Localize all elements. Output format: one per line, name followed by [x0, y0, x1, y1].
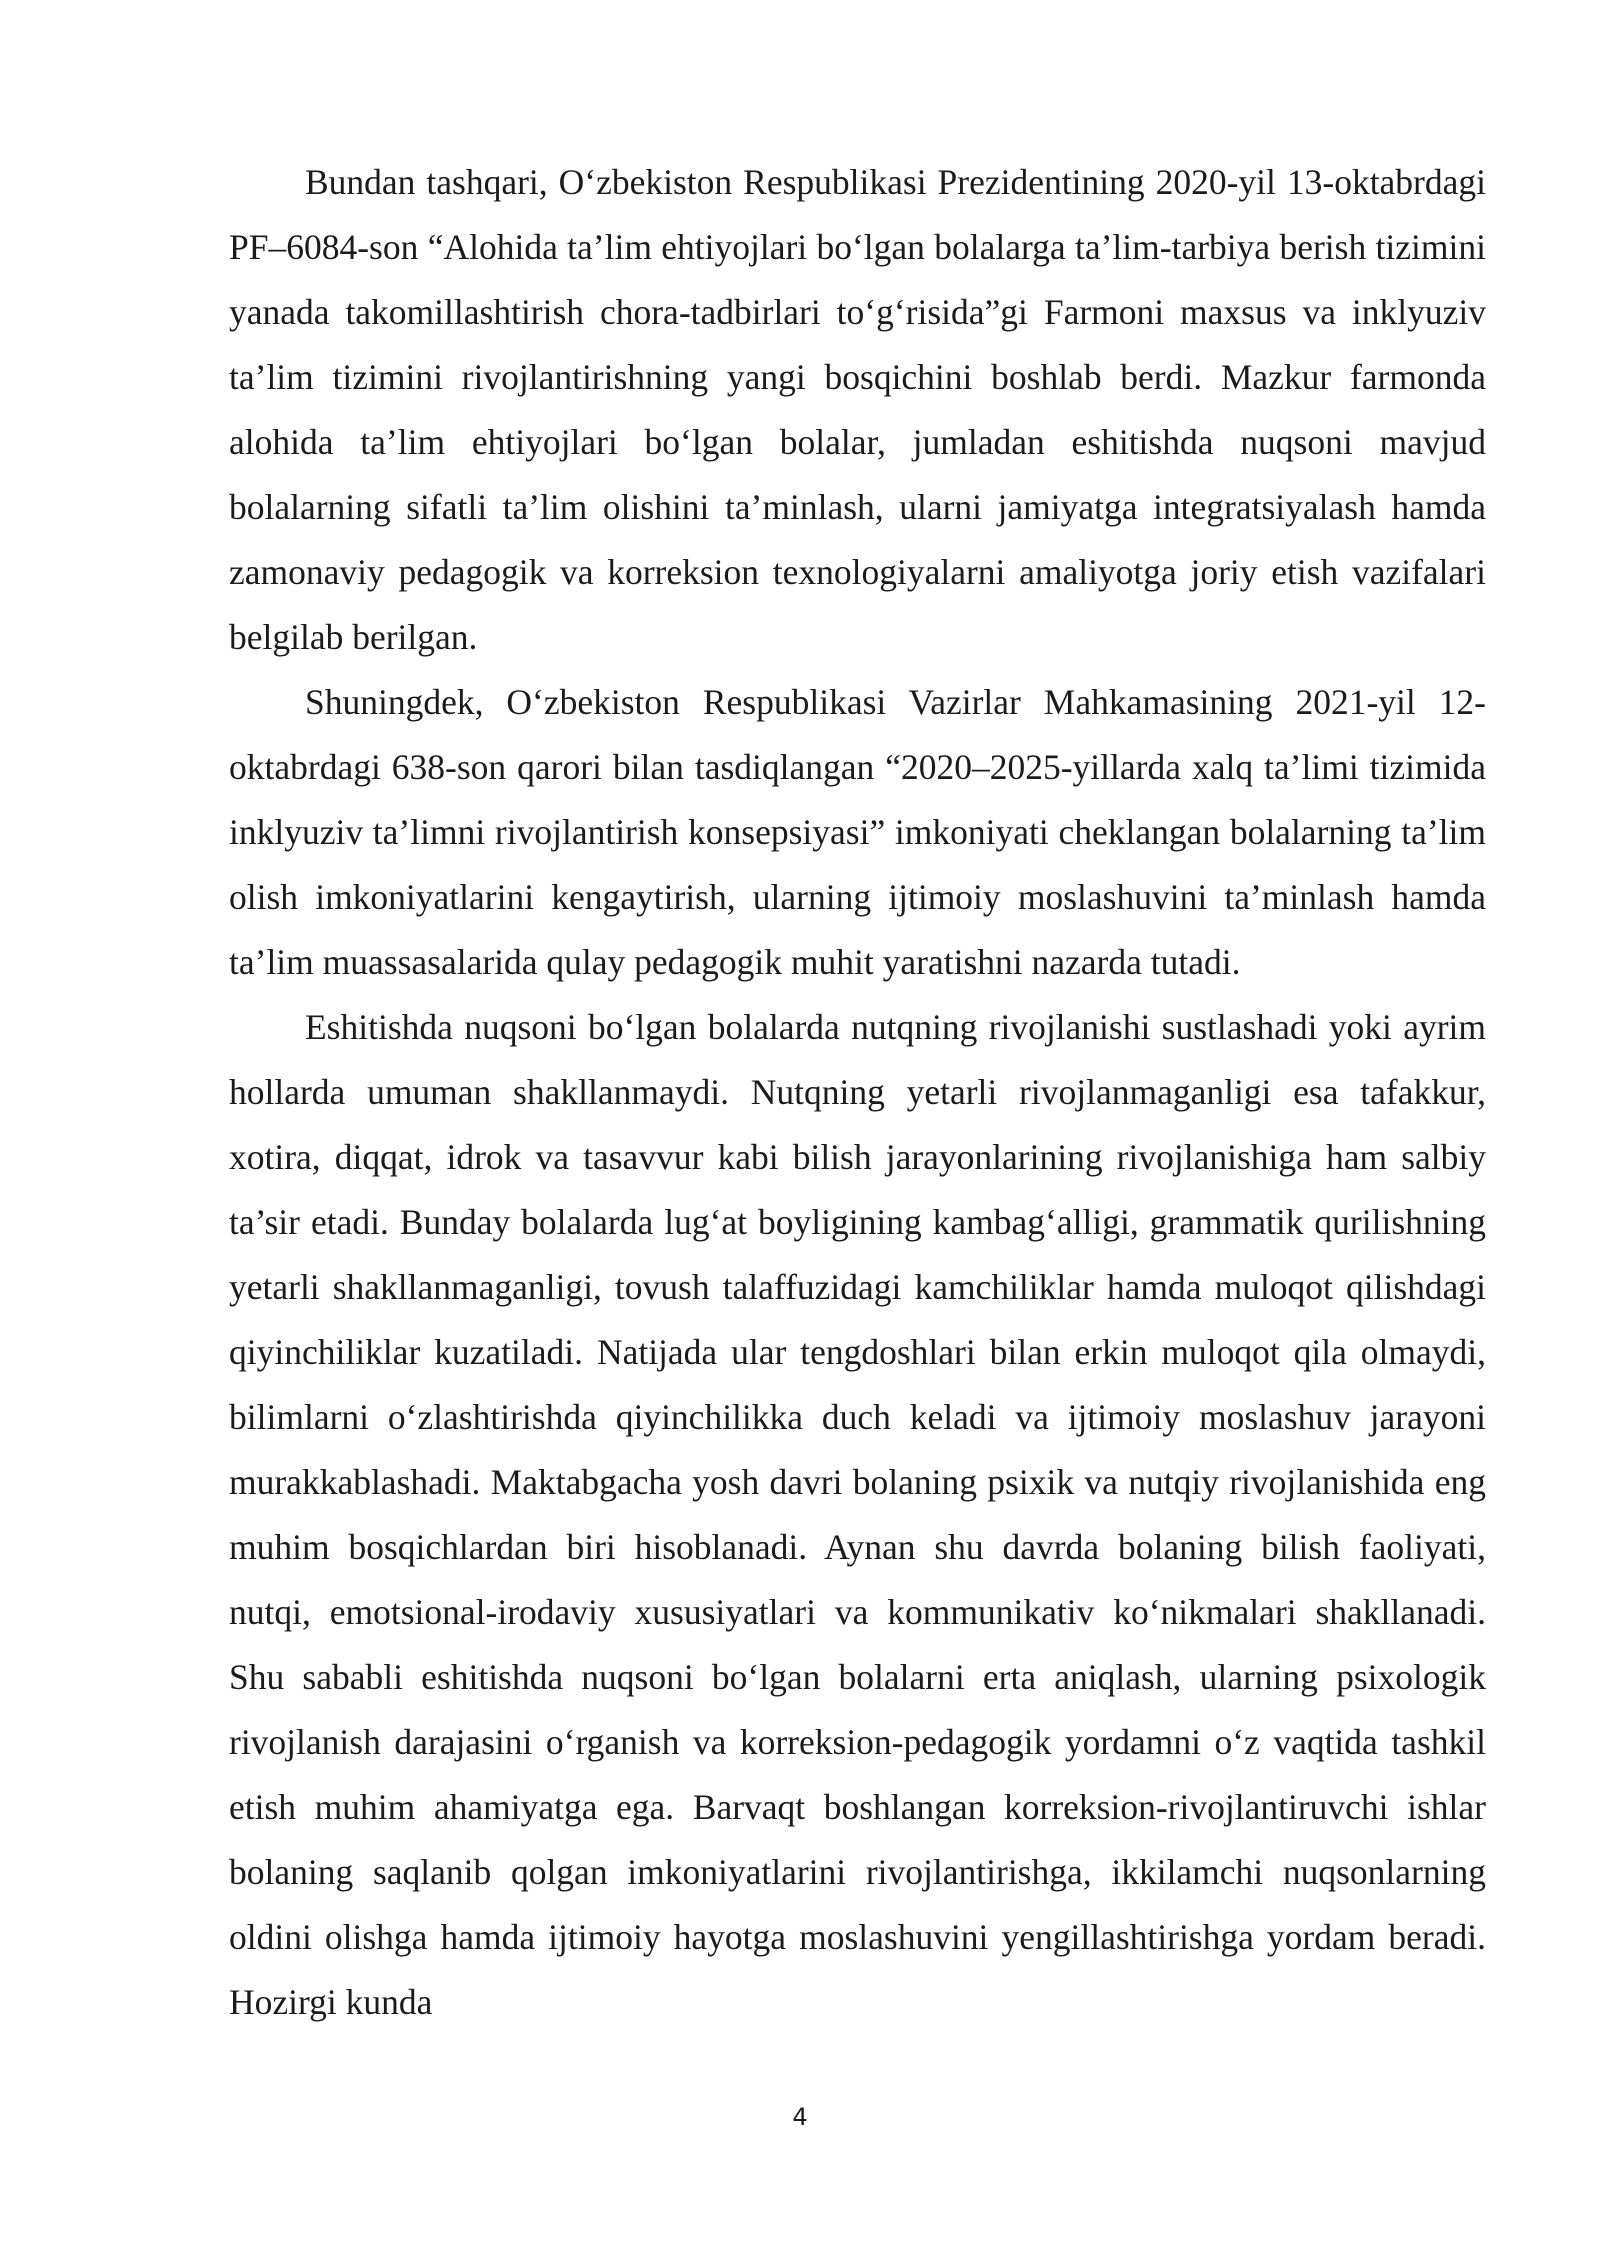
paragraph: Eshitishda nuqsoni bo‘lgan bolalarda nutqning rivojlanishi sustlashadi yoki ayrim hollarda umuman shakllanmaydi. Nutqning yetarli rivojlanmaganligi esa tafakkur, xotira, diqqat, idrok va tasavvur kabi bilish jarayonlarining rivojlanishiga ham salbiy ta’sir etadi. Bunday bolalarda lug‘at boyligining kambag‘alligi, grammatik qurilishning yetarli shakllanmaganligi, tovush talaffuzidagi kamchiliklar hamda muloqot qilishdagi qiyinchiliklar kuzatiladi. Natijada ular tengdoshlari bilan erkin muloqot qila olmaydi, bilimlarni o‘zlashtirishda qiyinchilikka duch keladi va ijtimoiy moslashuv jarayoni murakkablashadi. Maktabgacha yosh davri bolaning psixik va nutqiy rivojlanishida eng muhim bosqichlardan biri hisoblanadi. Aynan shu davrda bolaning bilish faoliyati, nutqi, emotsional-irodaviy xususiyatlari va kommunikativ ko‘nikmalari shakllanadi. Shu sababli eshitishda nuqsoni bo‘lgan bolalarni erta aniqlash, ularning psixologik rivojlanish darajasini o‘rganish va korreksion-pedagogik yordamni o‘z vaqtida tashkil etish muhim ahamiyatga ega. Barvaqt boshlangan korreksion-rivojlantiruvchi ishlar bolaning saqlanib qolgan imkoniyatlarini rivojlantirishga, ikkilamchi nuqsonlarning oldini olishga hamda ijtimoiy hayotga moslashuvini yengillashtirishga yordam beradi. Hozirgi kunda: [229, 1007, 1486, 2022]
page-number: 4: [792, 2103, 808, 2131]
paragraph: Bundan tashqari, O‘zbekiston Respublikasi Prezidentining 2020-yil 13-oktabrdagi PF–6084-son “Alohida ta’lim ehtiyojlari bo‘lgan bolalarga ta’lim-tarbiya berish tizimini yanada takomillashtirish chora-tadbirlari to‘g‘risida”gi Farmoni maxsus va inklyuziv ta’lim tizimini rivojlantirishning yangi bosqichini boshlab berdi. Mazkur farmonda alohida ta’lim ehtiyojlari bo‘lgan bolalar, jumladan eshitishda nuqsoni mavjud bolalarning sifatli ta’lim olishini ta’minlash, ularni jamiyatga integratsiyalash hamda zamonaviy pedagogik va korreksion texnologiyalarni amaliyotga joriy etish vazifalari belgilab berilgan.: [229, 162, 1486, 657]
paragraph: Shuningdek, O‘zbekiston Respublikasi Vazirlar Mahkamasining 2021-yil 12-oktabrdagi 638-son qarori bilan tasdiqlangan “2020–2025-yillarda xalq ta’limi tizimida inklyuziv ta’limni rivojlantirish konsepsiyasi” imkoniyati cheklangan bolalarning ta’lim olish imkoniyatlarini kengaytirish, ularning ijtimoiy moslashuvini ta’minlash hamda ta’lim muassasalarida qulay pedagogik muhit yaratishni nazarda tutadi.: [229, 682, 1486, 982]
document-body: [229, 150, 1486, 2035]
